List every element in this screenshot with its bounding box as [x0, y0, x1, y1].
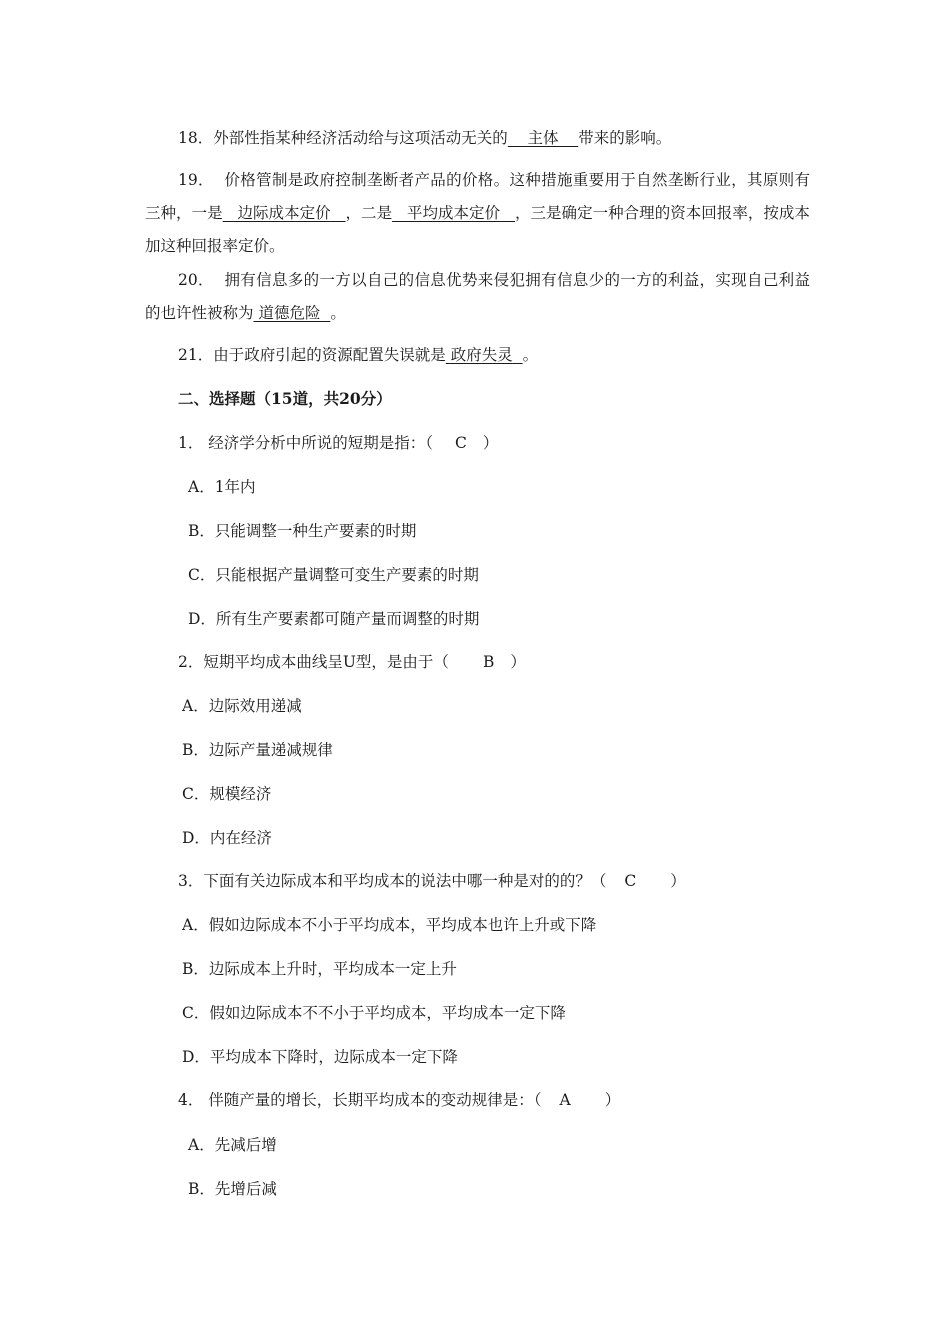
option-b: B．边际产量递减规律 [182, 741, 333, 759]
choice-question-1: 1． 经济学分析中所说的短期是指：（ C ） [178, 434, 499, 452]
answer-letter: A [559, 1091, 571, 1109]
question-20 [145, 264, 810, 330]
question-stem: 4． 伴随产量的增长，长期平均成本的变动规律是：（ [178, 1091, 542, 1109]
option-c: C．假如边际成本不不小于平均成本，平均成本一定下降 [182, 1004, 566, 1022]
answer-letter: B [482, 653, 495, 671]
option-d: D．平均成本下降时，边际成本一定下降 [182, 1048, 458, 1066]
option-b: B．先增后减 [188, 1180, 277, 1198]
question-text: 。 [522, 346, 539, 364]
answer-letter: C [455, 434, 467, 452]
option-c: C．规模经济 [182, 785, 272, 803]
question-number: 18． [178, 129, 214, 147]
question-text: ，二是 [345, 204, 393, 222]
answer-blank: 主体 [527, 129, 559, 147]
question-text: 拥有信息多的一方以自己的信息优势来侵犯拥有信息少的一方的利益，实现自己利益的也许性被称为 [145, 271, 810, 322]
option-d: D．内在经济 [182, 829, 272, 847]
question-19 [145, 164, 810, 263]
question-21 [178, 345, 538, 365]
option-d: D．所有生产要素都可随产量而调整的时期 [188, 610, 480, 628]
question-text: 带来的影响。 [578, 129, 672, 147]
option-a: A．边际效用递减 [182, 697, 302, 715]
question-text: ，三是确定一种合理的资本回报率，按成本加这种回报率定价。 [145, 204, 810, 255]
option-c: C．只能根据产量调整可变生产要素的时期 [188, 566, 479, 584]
question-stem: 2．短期平均成本曲线呈U型，是由于（ [178, 653, 449, 671]
answer-blank: 道德危险 [258, 304, 321, 322]
option-a: A．假如边际成本不小于平均成本，平均成本也许上升或下降 [182, 916, 597, 934]
answer-blank: 边际成本定价 [237, 204, 331, 222]
choice-question-3: 3．下面有关边际成本和平均成本的说法中哪一种是对的的？（ C ） [178, 872, 686, 890]
question-stem: 1． 经济学分析中所说的短期是指：（ [178, 434, 434, 452]
option-a: A．先减后增 [188, 1136, 277, 1154]
question-text: 外部性指某种经济活动给与这项活动无关的 [213, 129, 508, 147]
option-b: B．边际成本上升时，平均成本一定上升 [182, 960, 457, 978]
section-heading: 二、选择题（15道，共20分） [178, 389, 392, 408]
question-18 [178, 128, 671, 148]
option-a: A．1年内 [188, 478, 256, 496]
question-number: 20． [178, 271, 214, 289]
question-text: 。 [330, 304, 346, 322]
question-text: 由于政府引起的资源配置失误就是 [213, 346, 446, 364]
question-number: 19． [178, 171, 214, 189]
answer-blank: 政府失灵 [450, 346, 513, 364]
choice-question-4: 4． 伴随产量的增长，长期平均成本的变动规律是：（ A ） [178, 1091, 621, 1109]
question-number: 21． [178, 346, 214, 364]
question-text: 价格管制是政府控制垄断者产品的价格。这种措施重要用于自然垄断行业，其原则有三种，一是 [145, 171, 810, 222]
choice-question-2: 2．短期平均成本曲线呈U型，是由于（ B ） [178, 653, 526, 671]
answer-letter: C [624, 872, 637, 890]
option-b: B．只能调整一种生产要素的时期 [188, 522, 417, 540]
question-stem: 3．下面有关边际成本和平均成本的说法中哪一种是对的的？（ [178, 872, 607, 890]
answer-blank: 平均成本定价 [406, 204, 501, 222]
